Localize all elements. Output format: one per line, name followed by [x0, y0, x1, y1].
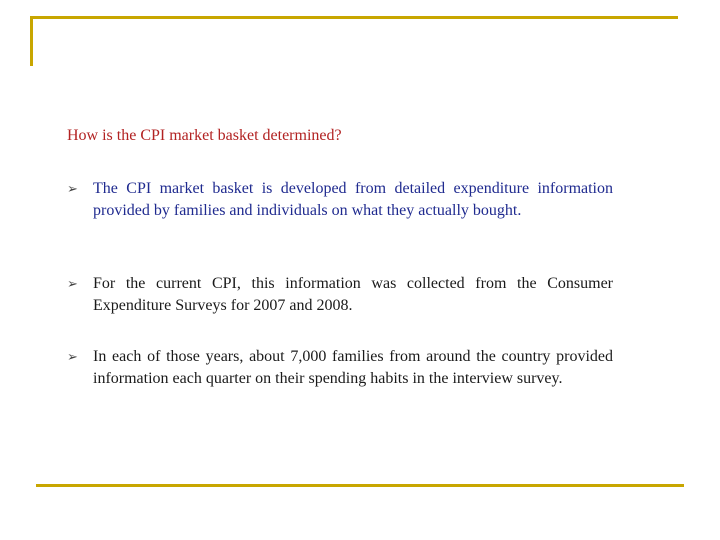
bullet-item	[67, 178, 613, 221]
bullet-item	[67, 346, 613, 389]
bullet-text: For the current CPI, this information was collected from the Consumer Expenditure Surveys for 2007 and 2008.	[93, 275, 613, 314]
bullet-text: The CPI market basket is developed from detailed expenditure information provided by families and individuals on what they actually bought.	[93, 180, 613, 219]
bottom-rule	[36, 484, 684, 487]
top-rule	[30, 16, 678, 19]
bullet-item	[67, 273, 613, 316]
bullet-text: In each of those years, about 7,000 families from around the country provided information each quarter on their spending habits in the interview survey.	[93, 348, 613, 387]
slide-heading: How is the CPI market basket determined?	[67, 127, 342, 144]
arrow-bullet-icon: ➢	[67, 349, 78, 364]
arrow-bullet-icon: ➢	[67, 181, 78, 196]
arrow-bullet-icon: ➢	[67, 276, 78, 291]
left-rule	[30, 16, 33, 66]
